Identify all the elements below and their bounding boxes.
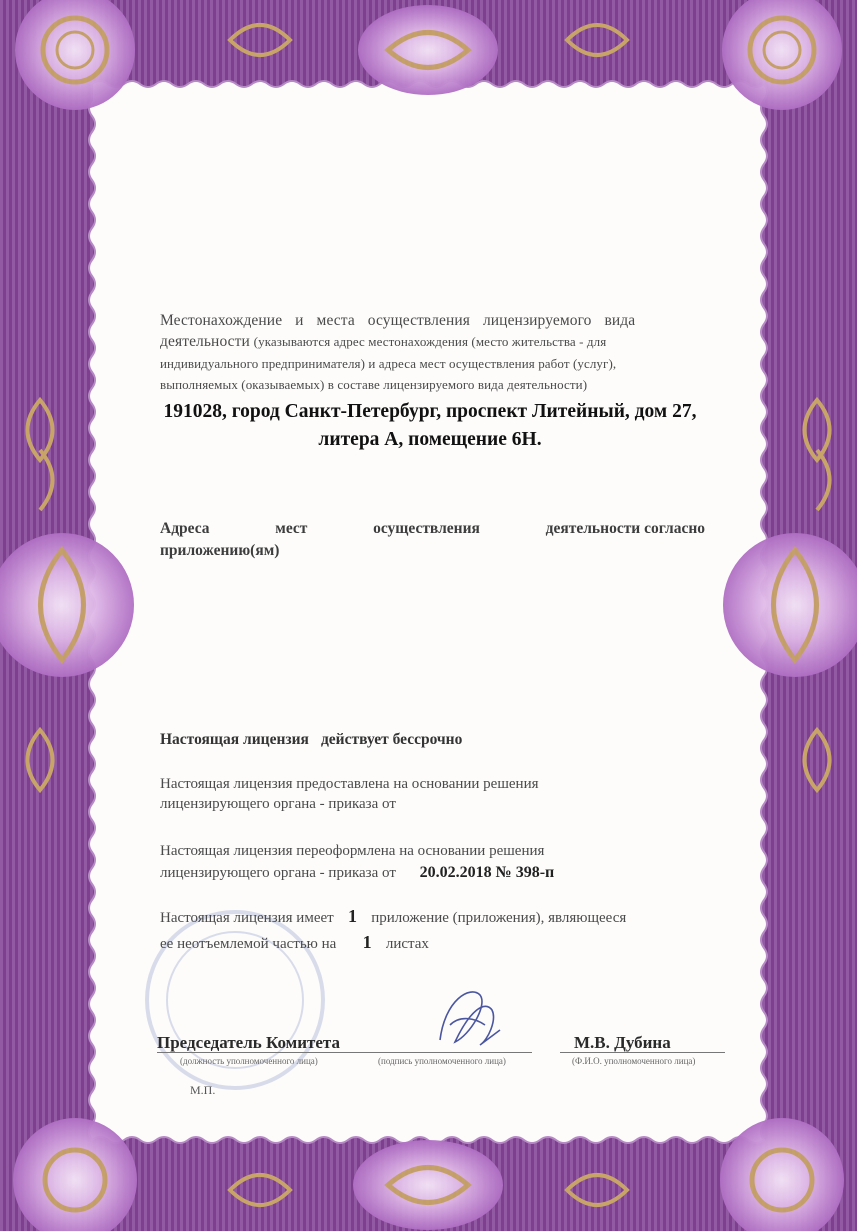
intro-line-1: Местонахождение и места осуществления лицензируемого вида [160,312,636,329]
reissued-line-2 [160,862,554,884]
granted-line-2: лицензирующего органа - приказа от [160,796,396,812]
places-word-1: Адреса [160,520,210,537]
stamp-place-label: М.П. [190,1083,216,1097]
places-line-1 [160,518,705,540]
granted-basis [160,774,539,814]
signature-underline [372,1052,532,1053]
appendix-sheets: 1 [362,932,372,952]
address-line-2: литера А, помещение 6Н. [318,429,542,450]
validity-text-1: Настоящая лицензия [160,731,309,748]
name-caption: (Ф.И.О. уполномоченного лица) [572,1056,696,1066]
position-caption: (должность уполномоченного лица) [180,1056,318,1066]
places-line-2: приложению(ям) [160,542,280,559]
intro-line-4: выполняемых (оказываемых) в составе лицензируемого вида деятельности) [160,377,588,392]
places-word-3: осуществления [373,520,480,537]
position-underline [157,1052,372,1053]
intro-paragraph [160,310,705,395]
reissued-line-2-text: лицензирующего органа - приказа от [160,865,396,881]
appendix-line-2-a: ее неотъемлемой частью на [160,936,337,952]
appendix-line-1 [160,904,626,930]
signatory-name: М.В. Дубина [574,1033,671,1052]
places-word-4: деятельности согласно [545,520,705,537]
places-word-2: мест [275,520,308,537]
validity-statement [160,731,462,749]
address-line-1: 191028, город Санкт-Петербург, проспект Литейный, дом 27, [163,401,697,422]
licensed-address [100,398,760,454]
intro-line-2-rest: (указываются адрес местонахождения (место жительства - для [253,334,607,349]
reissue-order-number: 20.02.2018 № 398-п [419,864,555,881]
granted-line-1: Настоящая лицензия предоставлена на основании решения [160,776,539,792]
intro-line-3: индивидуального предпринимателя) и адреса мест осуществления работ (услуг), [160,356,617,371]
signatory-position: Председатель Комитета [157,1033,340,1052]
intro-line-2 [160,331,705,353]
signature-caption: (подпись уполномоченного лица) [378,1056,506,1066]
appendix-line-2 [160,930,626,956]
reissued-line-1: Настоящая лицензия переоформлена на основании решения [160,843,545,859]
reissued-basis [160,840,554,884]
name-underline [560,1052,725,1053]
places-of-activity [160,518,705,562]
appendix-count: 1 [347,906,357,926]
appendix-line-1-a: Настоящая лицензия имеет [160,910,334,926]
appendix-line-2-b: листах [385,936,429,952]
intro-line-2-bold: деятельности [160,333,250,350]
appendix-statement [160,904,626,956]
validity-text-2: действует бессрочно [320,731,463,748]
appendix-line-1-b: приложение (приложения), являющееся [371,910,627,926]
